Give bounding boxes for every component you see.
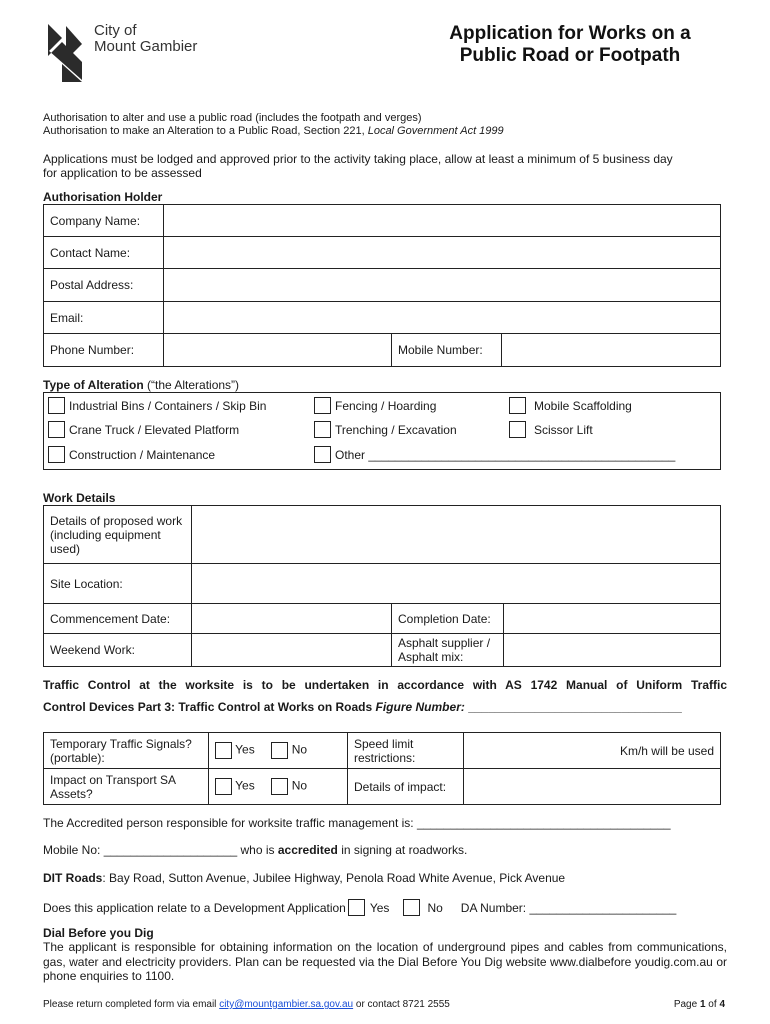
checkbox[interactable]	[314, 421, 331, 438]
accredited-word: accredited	[277, 843, 338, 857]
details-impact-field[interactable]	[464, 769, 721, 805]
kmh-field[interactable]	[464, 733, 721, 769]
mobile-field[interactable]	[502, 334, 721, 367]
opt-label: Industrial Bins / Containers / Skip Bin	[69, 398, 267, 413]
traffic-line1: Traffic Control at the worksite is to be undertaken in accordance with AS 1742 Manual of Uniform Traffic	[43, 678, 727, 692]
checkbox-yes[interactable]	[215, 742, 232, 759]
opt-label: Fencing / Hoarding	[335, 398, 437, 413]
opt-construction[interactable]	[48, 446, 215, 463]
speed-limit-label: Speed limit restrictions:	[348, 733, 464, 769]
site-field[interactable]	[192, 564, 721, 604]
figure-number-label: Figure Number:	[375, 700, 465, 714]
lodge-note	[43, 152, 673, 180]
weekend-label: Weekend Work:	[44, 634, 192, 667]
checkbox[interactable]	[314, 397, 331, 414]
page-title	[425, 23, 715, 67]
act-name: Local Government Act 1999	[367, 125, 504, 137]
temp-signals-label: Temporary Traffic Signals? (portable):	[44, 733, 209, 769]
asphalt-label: Asphalt supplier / Asphalt mix:	[392, 634, 504, 667]
dev-question: Does this application relate to a Development Application	[43, 900, 346, 915]
opt-label: Construction / Maintenance	[69, 447, 216, 462]
footer-suffix: or contact 8721 2555	[353, 999, 450, 1010]
checkbox-yes[interactable]	[215, 778, 232, 795]
footer-email-link[interactable]: city@mountgambier.sa.gov.au	[219, 999, 354, 1010]
postal-label: Postal Address:	[44, 269, 164, 302]
dev-checkbox-yes[interactable]	[348, 899, 365, 916]
opt-other[interactable]	[314, 446, 675, 463]
mobile-line	[43, 843, 467, 857]
opt-label: Trenching / Excavation	[335, 422, 457, 437]
opt-label: Scissor Lift	[534, 422, 593, 437]
commence-label: Commencement Date:	[44, 604, 192, 634]
contact-field[interactable]	[164, 237, 721, 269]
alteration-heading	[43, 378, 239, 392]
org-name	[94, 23, 197, 55]
auth-line2	[43, 125, 504, 138]
org-line2: Mount Gambier	[94, 38, 198, 55]
opt-mobile-scaffolding[interactable]	[509, 397, 632, 414]
company-label: Company Name:	[44, 205, 164, 237]
opt-scissor-lift[interactable]	[509, 421, 593, 438]
completion-field[interactable]	[504, 604, 721, 634]
mobile-rest: in signing at roadworks.	[337, 843, 468, 857]
traffic-table	[43, 732, 721, 805]
company-field[interactable]	[164, 205, 721, 237]
mobile-label: Mobile Number:	[392, 334, 502, 367]
commence-field[interactable]	[192, 604, 392, 634]
dev-checkbox-no[interactable]	[403, 899, 420, 916]
dev-no-label: No	[427, 900, 443, 915]
lodge-line1: Applications must be lodged and approved prior to the activity taking place, allow at least a minimum of 5 business day	[43, 152, 673, 166]
checkbox[interactable]	[509, 397, 526, 414]
traffic-line2-text: Control Devices Part 3: Traffic Control at Works on Roads	[43, 700, 376, 714]
dit-roads-line	[43, 871, 565, 885]
opt-industrial-bins[interactable]	[48, 397, 266, 414]
footer-contact	[43, 999, 450, 1010]
weekend-field[interactable]	[192, 634, 392, 667]
opt-label: Crane Truck / Elevated Platform	[69, 422, 240, 437]
checkbox-no[interactable]	[271, 778, 288, 795]
figure-number-field[interactable]: ________________________________	[464, 700, 682, 714]
org-line1: City of	[94, 22, 137, 39]
holder-table	[43, 204, 721, 367]
kmh-label: Km/h will be used	[619, 743, 714, 758]
contact-label: Contact Name:	[44, 237, 164, 269]
email-label: Email:	[44, 302, 164, 334]
intro-auth	[43, 112, 504, 138]
accredited-person-line[interactable]: The Accredited person responsible for worksite traffic management is: ______________________________________	[43, 816, 671, 830]
work-heading: Work Details	[43, 491, 116, 505]
holder-heading: Authorisation Holder	[43, 190, 163, 204]
work-table	[43, 505, 721, 667]
asphalt-field[interactable]	[504, 634, 721, 667]
site-label: Site Location:	[44, 564, 192, 604]
checkbox-no[interactable]	[271, 742, 288, 759]
page-number: 1	[699, 999, 706, 1010]
opt-trenching[interactable]	[314, 421, 457, 438]
checkbox[interactable]	[48, 421, 65, 438]
dev-yes-label: Yes	[369, 900, 390, 915]
lodge-line2: for application to be assessed	[43, 166, 202, 180]
impact-tsa-options	[209, 769, 348, 805]
title-line2: Public Road or Footpath	[459, 45, 681, 66]
page-total: 4	[719, 999, 725, 1010]
traffic-line2	[43, 700, 682, 714]
details-impact-label: Details of impact:	[348, 769, 464, 805]
checkbox[interactable]	[48, 397, 65, 414]
auth-line2-text: Authorisation to make an Alteration to a Public Road, Section 221,	[43, 125, 368, 137]
checkbox[interactable]	[509, 421, 526, 438]
opt-crane-truck[interactable]	[48, 421, 239, 438]
completion-label: Completion Date:	[392, 604, 504, 634]
alteration-heading-bold: Type of Alteration	[43, 378, 144, 392]
yes-label: Yes	[235, 742, 255, 757]
no-label: No	[291, 778, 308, 793]
da-number-field[interactable]: DA Number: ______________________	[460, 900, 677, 915]
page-indicator	[674, 999, 725, 1010]
checkbox[interactable]	[314, 446, 331, 463]
checkbox[interactable]	[48, 446, 65, 463]
dev-application-line	[43, 899, 676, 916]
no-label: No	[291, 742, 308, 757]
auth-line1: Authorisation to alter and use a public road (includes the footpath and verges)	[43, 112, 422, 124]
dial-text: The applicant is responsible for obtaining information on the location of underground pipes and cables from communications, gas, water and electricity providers. Plan can be requested via the Dial Before You Dig website www.dialbefore youdig.com.au or phone enquiries to 1100.	[43, 940, 727, 983]
impact-tsa-label: Impact on Transport SA Assets?	[44, 769, 209, 805]
phone-label: Phone Number:	[44, 334, 164, 367]
phone-field[interactable]	[164, 334, 392, 367]
alteration-heading-rest: (“the Alterations”)	[143, 378, 240, 392]
dit-label: DIT Roads	[43, 871, 103, 885]
opt-fencing[interactable]	[314, 397, 436, 414]
details-field[interactable]	[192, 506, 721, 564]
dial-heading: Dial Before you Dig	[43, 926, 154, 940]
yes-label: Yes	[235, 778, 255, 793]
opt-label: Mobile Scaffolding	[534, 398, 632, 413]
postal-field[interactable]	[164, 269, 721, 302]
details-label: Details of proposed work (including equipment used)	[44, 506, 192, 564]
opt-label: Other ______________________________________________	[335, 447, 676, 462]
footer-prefix: Please return completed form via email	[43, 999, 220, 1010]
temp-signals-options	[209, 733, 348, 769]
dit-text: : Bay Road, Sutton Avenue, Jubilee Highway, Penola Road White Avenue, Pick Avenue	[102, 871, 566, 885]
mobile-no-label[interactable]: Mobile No: ____________________ who is	[43, 843, 278, 857]
title-line1: Application for Works on a	[449, 23, 691, 44]
page-mid: of	[705, 999, 720, 1010]
page-prefix: Page	[673, 999, 700, 1010]
email-field[interactable]	[164, 302, 721, 334]
